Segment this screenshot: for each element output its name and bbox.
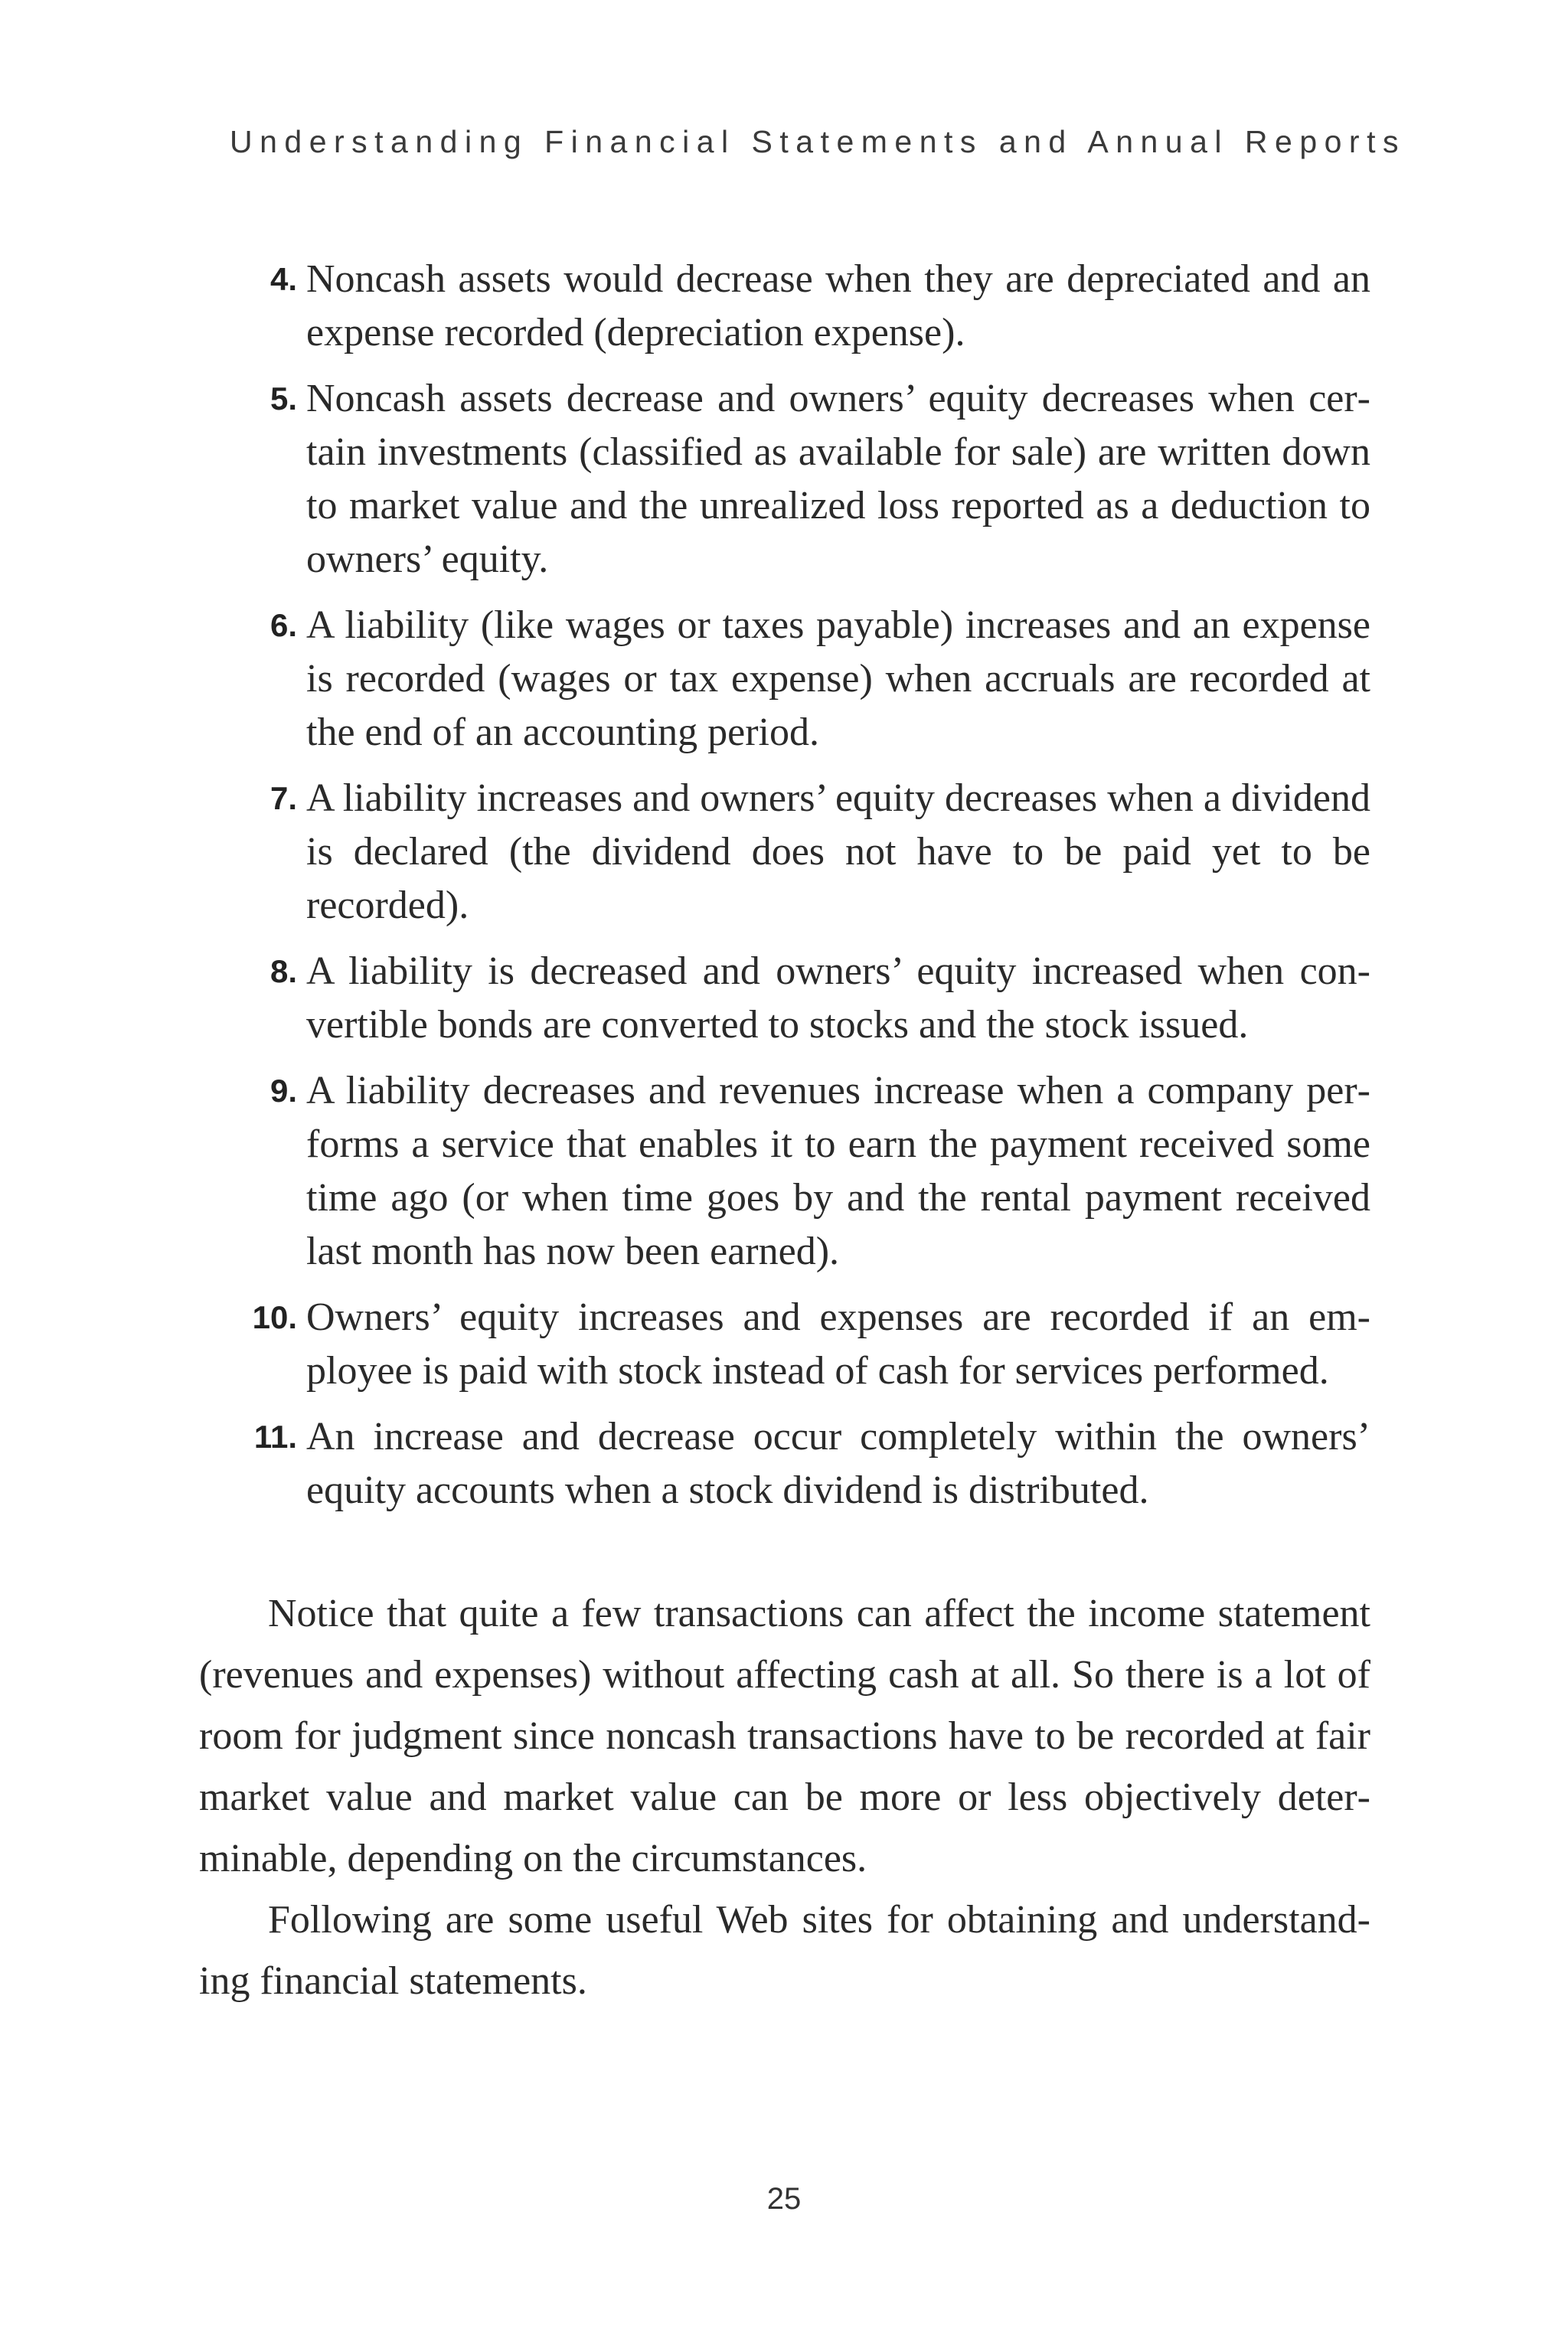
list-item-text: Owners’ equity increases and expenses are recorded if an employee is paid with stock instead of cash for services performed. [306,1295,1370,1393]
list-item-number: 11. [253,1419,297,1455]
list-item [199,945,1370,1052]
list-item-number: 10. [252,1299,297,1335]
list-item-text: A liability increases and owners’ equity decreases when a dividend is declared (the dividend does not have to be paid yet to be recorded). [306,776,1370,927]
list-item [199,599,1370,760]
list-item-number: 8. [270,953,297,989]
list-item-text: Noncash assets decrease and owners’ equity decreases when certain investments (classified as available for sale) are written down to market value and the unrealized loss reported as a deduction to owners’ equity. [306,377,1370,581]
body-paragraph: Notice that quite a few transactions can affect the income statement (revenues and expenses) without affecting cash at all. So there is a lot of room for judgment since noncash transactions have to be recorded at fair market value and market value can be more or less objectively determinable, depending on the circumstances. [199,1592,1370,1880]
list-item [199,1410,1370,1517]
numbered-list [199,253,1370,1530]
list-item-number: 4. [270,261,297,297]
list-item [199,1291,1370,1398]
list-item-number: 9. [270,1073,297,1109]
running-head: Understanding Financial Statements and Annual Reports [230,124,1406,159]
list-item [199,1064,1370,1279]
list-item-number: 6. [270,607,297,643]
list-item-number: 5. [270,381,297,416]
list-item-text: A liability is decreased and owners’ equity increased when convertible bonds are converted to stocks and the stock issued. [306,949,1370,1047]
body-paragraph: Following are some useful Web sites for obtaining and understanding financial statements. [199,1898,1370,2003]
list-item-text: Noncash assets would decrease when they are depreciated and an expense recorded (depreciation expense). [306,257,1370,354]
page-number: 25 [766,2182,802,2216]
list-item-text: An increase and decrease occur completely within the owners’ equity accounts when a stock dividend is distributed. [306,1415,1370,1512]
list-item-number: 7. [270,780,297,816]
list-item [199,253,1370,360]
list-item [199,772,1370,933]
list-item [199,372,1370,586]
list-item-text: A liability decreases and revenues increase when a company performs a service that enables it to earn the payment received some time ago (or when time goes by and the rental payment received last month has now been earned). [306,1069,1370,1273]
list-item-text: A liability (like wages or taxes payable) increases and an expense is recorded (wages or tax expense) when accruals are recorded at the end of an accounting period. [306,603,1370,754]
